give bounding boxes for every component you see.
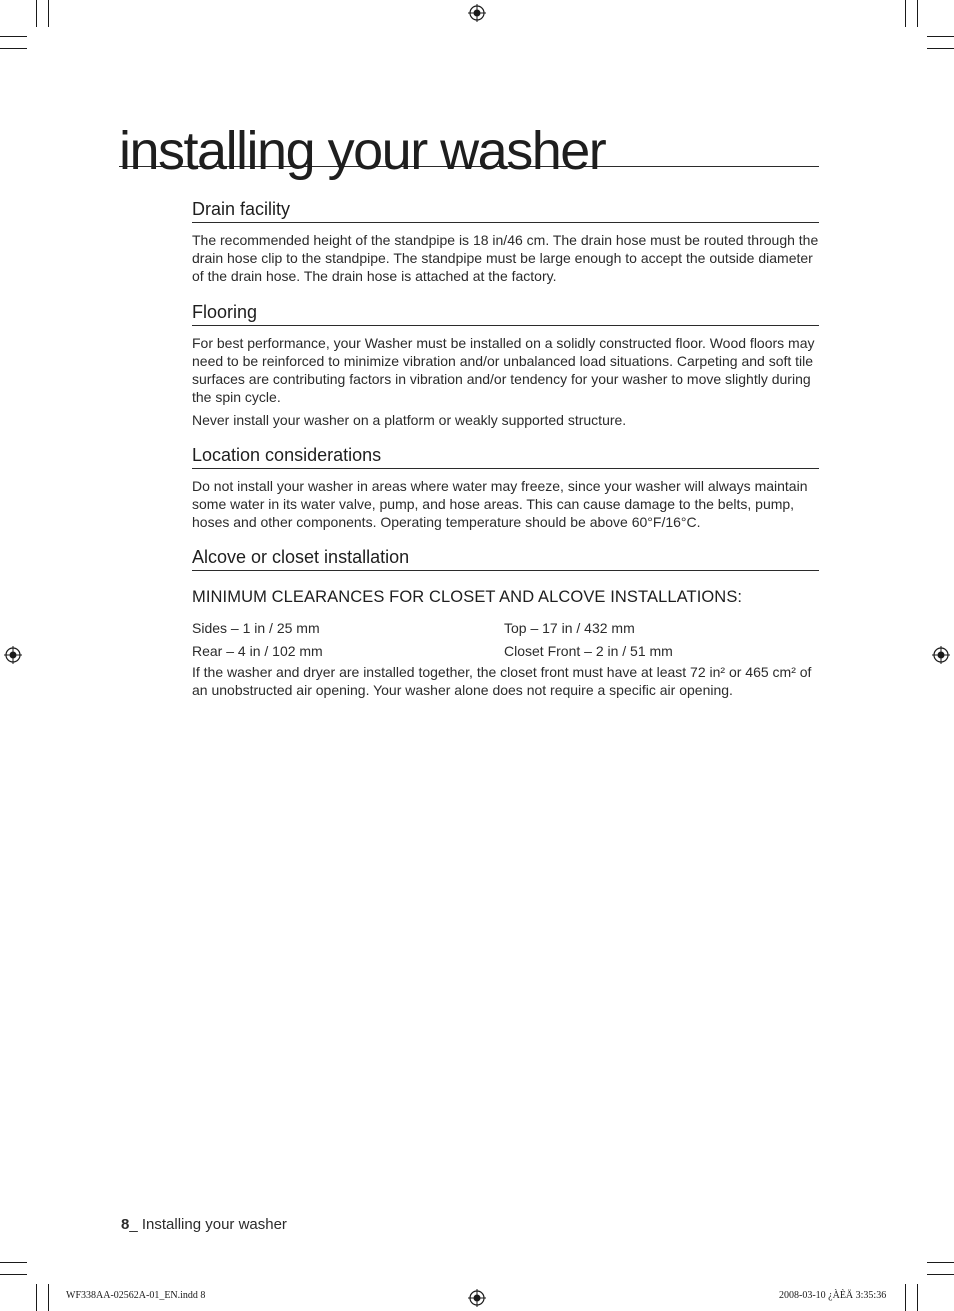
page-footer-label: _ Installing your washer	[129, 1216, 287, 1233]
section-heading: Location considerations	[192, 444, 819, 469]
page-title	[119, 112, 819, 181]
clearances-heading: MINIMUM CLEARANCES FOR CLOSET AND ALCOVE INSTALLATIONS:	[192, 588, 743, 606]
crop-mark	[0, 48, 27, 49]
section-heading: Drain facility	[192, 198, 819, 223]
section-body: Never install your washer on a platform or weakly supported structure.	[192, 412, 627, 428]
crop-mark	[48, 0, 49, 27]
crop-mark	[905, 0, 906, 27]
crop-mark	[36, 0, 37, 27]
clearance-rear: Rear – 4 in / 102 mm	[192, 643, 323, 659]
registration-mark-icon	[468, 1289, 486, 1307]
crop-mark	[0, 1274, 27, 1275]
crop-mark	[0, 1262, 27, 1263]
section-drain-facility	[192, 198, 819, 285]
section-body: Do not install your washer in areas where water may freeze, since your washer will always maintain some water in its water valve, pump, and hose areas. This can cause damage to the belts, pump, hoses and other components. Operating temperature should be above 60°F/16°C.	[192, 478, 808, 530]
crop-mark	[48, 1284, 49, 1311]
slug-timestamp: 2008-03-10 ¿ÀÈÄ 3:35:36	[779, 1290, 887, 1301]
crop-mark	[927, 1274, 954, 1275]
page-title-text: installing your washer	[119, 121, 606, 181]
air-opening-note: If the washer and dryer are installed together, the closet front must have at least 72 in² or 465 cm² of an unobstructed air opening. Your washer alone does not require a specific air opening.	[192, 664, 812, 698]
section-heading: Flooring	[192, 301, 819, 326]
registration-mark-icon	[932, 646, 950, 664]
clearance-sides: Sides – 1 in / 25 mm	[192, 620, 320, 636]
crop-mark	[0, 36, 27, 37]
slug-filename: WF338AA-02562A-01_EN.indd 8	[66, 1290, 206, 1301]
crop-mark	[905, 1284, 906, 1311]
clearance-closet-front: Closet Front – 2 in / 51 mm	[504, 643, 673, 659]
registration-mark-icon	[4, 646, 22, 664]
crop-mark	[927, 48, 954, 49]
clearance-top: Top – 17 in / 432 mm	[504, 620, 635, 636]
section-body: For best performance, your Washer must be installed on a solidly constructed floor. Wood floors may need to be reinforced to minimize vibration and/or unbalanced load situations. Carpeting and soft tile surfaces are contributing factors in vibration and/or tendency for your washer to move slightly during the spin cycle.	[192, 335, 815, 405]
section-heading: Alcove or closet installation	[192, 546, 819, 571]
crop-mark	[917, 0, 918, 27]
section-location	[192, 444, 819, 531]
section-alcove	[192, 546, 819, 571]
section-flooring	[192, 301, 819, 429]
page-footer	[121, 1216, 287, 1233]
page-number: 8	[121, 1216, 130, 1233]
crop-mark	[36, 1284, 37, 1311]
crop-mark	[927, 1262, 954, 1263]
crop-mark	[917, 1284, 918, 1311]
section-body: The recommended height of the standpipe is 18 in/46 cm. The drain hose must be routed through the drain hose clip to the standpipe. The standpipe must be large enough to accept the outside diameter of the drain hose. The drain hose is attached at the factory.	[192, 232, 819, 284]
registration-mark-icon	[468, 4, 486, 22]
crop-mark	[927, 36, 954, 37]
